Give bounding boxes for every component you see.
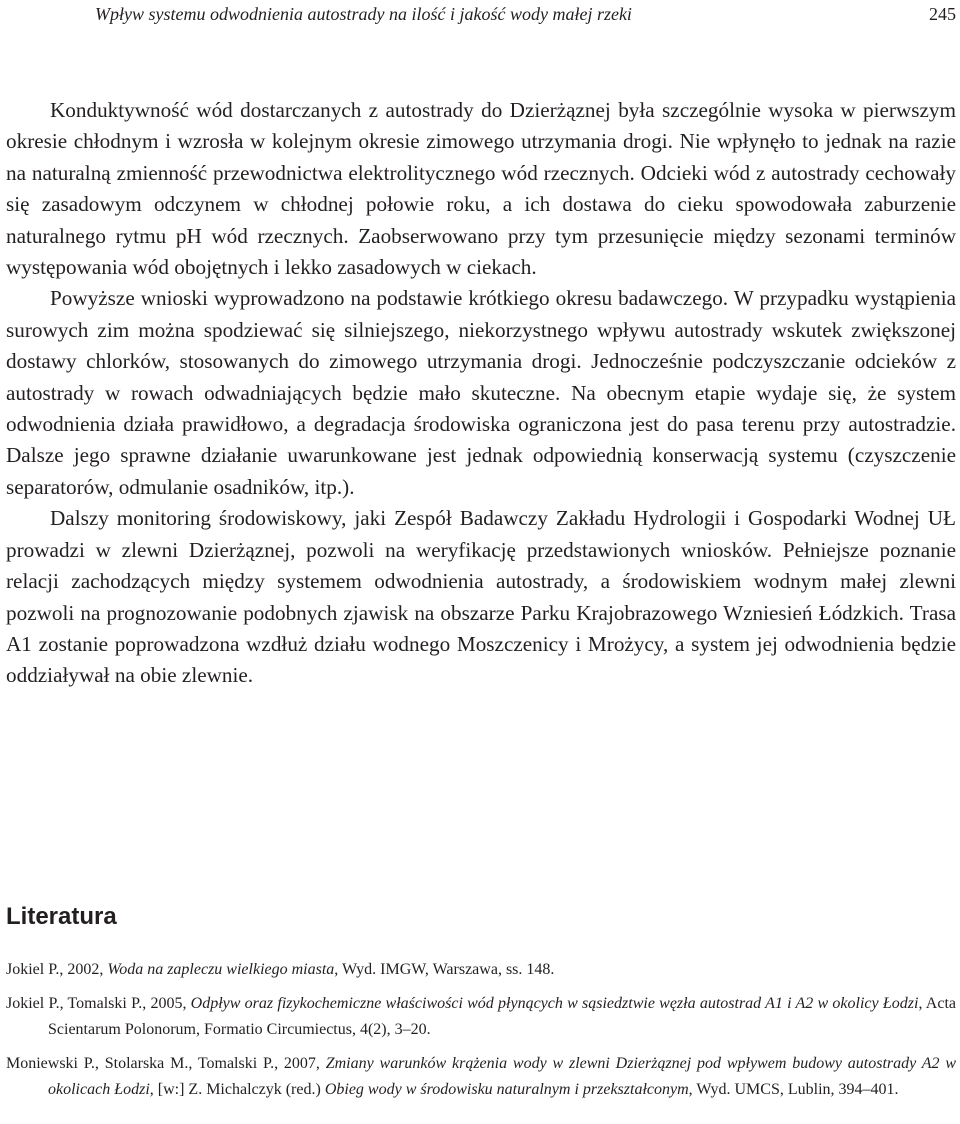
reference-details: , Acta Scientarum Polonorum, Formatio Circumiectus, 4(2), 3–20. [48, 995, 956, 1038]
page-number: 245 [929, 4, 956, 24]
reference-details: , Wyd. UMCS, Lublin, 394–401. [688, 1081, 899, 1098]
reference-authors: Jokiel P., 2002, [6, 961, 108, 978]
body-text [6, 95, 956, 692]
reference-title: Woda na zapleczu wielkiego miasta [107, 961, 335, 978]
reference-details: , Wyd. IMGW, Warszawa, ss. 148. [334, 961, 555, 978]
paragraph-conductivity: Konduktywność wód dostarczanych z autostrady do Dzierżąznej była szczególnie wysoka w pierwszym okresie chłodnym i wzrosła w kolejnym okresie zimowego utrzymania drogi. Nie wpłynęło to jednak na razie na naturalną zmienność przewodnictwa elektrolitycznego wód rzecznych. Odcieki wód z autostrady cechowały się zasadowym odczynem w chłodnej połowie roku, a ich dostawa do cieku spowodowała zaburzenie naturalnego rytmu pH wód rzecznych. Zaobserwowano przy tym przesunięcie między sezonami terminów występowania wód obojętnych i lekko zasadowych w ciekach. [6, 98, 956, 280]
reference-item [6, 1051, 956, 1103]
reference-title: Zmiany warunków krążenia wody w zlewni Dzierżąznej pod wpływem budowy autostrady A2 w okolicach Łodzi [48, 1055, 956, 1098]
paragraph-monitoring: Dalszy monitoring środowiskowy, jaki Zespół Badawczy Zakładu Hydrologii i Gospodarki Wodnej UŁ prowadzi w zlewni Dzierżąznej, pozwoli na weryfikację przedstawionych wniosków. Pełniejsze poznanie relacji zachodzących między systemem odwodnienia autostrady, a środowiskiem wodnym małej zlewni pozwoli na prognozowanie podobnych zjawisk na obszarze Parku Krajobrazowego Wzniesień Łódzkich. Trasa A1 zostanie poprowadzona wzdłuż działu wodnego Moszczenicy i Mrożycy, a system jej odwodnienia będzie oddziaływał na obie zlewnie. [6, 506, 956, 688]
running-title: Wpływ systemu odwodnienia autostrady na ilość i jakość wody małej rzeki [95, 4, 632, 24]
reference-item [6, 957, 956, 983]
paragraph-conclusions: Powyższe wnioski wyprowadzono na podstawie krótkiego okresu badawczego. W przypadku wystąpienia surowych zim można spodziewać się silniejszego, niekorzystnego wpływu autostrady wskutek zwiększonej dostawy chlorków, stosowanych do zimowego utrzymania drogi. Jednocześnie podczyszczanie odcieków z autostrady w rowach odwadniających będzie mało skuteczne. Na obecnym etapie wydaje się, że system odwodnienia działa prawidłowo, a degradacja środowiska ograniczona jest do pasa terenu przy autostradzie. Dalsze jego sprawne działanie uwarunkowane jest jednak odpowiednią konserwacją systemu (czyszczenie separatorów, odmulanie osadników, itp.). [6, 286, 956, 499]
reference-authors: Moniewski P., Stolarska M., Tomalski P., 2007, [6, 1055, 326, 1072]
reference-authors: Jokiel P., Tomalski P., 2005, [6, 995, 191, 1012]
reference-item [6, 991, 956, 1043]
running-header [95, 2, 960, 28]
reference-editor: , [w:] Z. Michalczyk (red.) [149, 1081, 325, 1098]
reference-list [6, 957, 956, 1111]
reference-book-title: Obieg wody w środowisku naturalnym i przekształconym [324, 1081, 689, 1098]
reference-title: Odpływ oraz fizykochemiczne właściwości wód płynących w sąsiedztwie węzła autostrad A1 i A2 w okolicy Łodzi [190, 995, 919, 1012]
literature-heading: Literatura [6, 903, 117, 930]
